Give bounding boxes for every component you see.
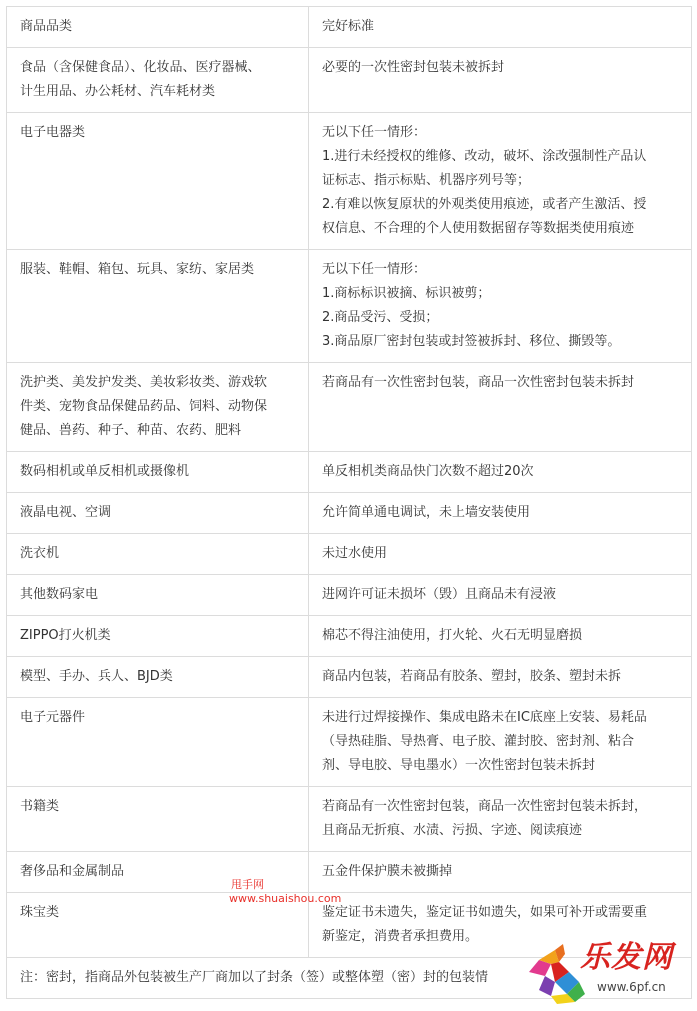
standard-text: 1.进行未经授权的维修、改动，破坏、涂改强制性产品认 bbox=[322, 149, 647, 164]
standard-cell bbox=[309, 852, 692, 893]
standard-text: 若商品有一次性密封包装，商品一次性密封包装未拆封， bbox=[322, 799, 648, 814]
standard-text: 未过水使用 bbox=[322, 546, 388, 561]
standard-text: 进网许可证未损坏（毁）且商品未有浸液 bbox=[322, 587, 557, 602]
watermark-site-name: 甩手网 bbox=[231, 878, 264, 891]
standard-text: 允许简单通电调试，未上墙安装使用 bbox=[322, 505, 531, 520]
category-cell bbox=[7, 616, 309, 657]
standard-cell bbox=[309, 698, 692, 787]
table-row bbox=[7, 534, 692, 575]
category-text: ZIPPO打火机类 bbox=[20, 628, 111, 643]
category-cell bbox=[7, 493, 309, 534]
standard-cell bbox=[309, 787, 692, 852]
standard-cell bbox=[309, 113, 692, 250]
standard-text: 2.商品受污、受损； bbox=[322, 310, 439, 325]
standard-cell bbox=[309, 48, 692, 113]
table-row bbox=[7, 493, 692, 534]
category-text: 书籍类 bbox=[20, 799, 60, 814]
category-text: 电子元器件 bbox=[20, 710, 86, 725]
header-standard: 完好标准 bbox=[309, 7, 692, 48]
category-cell bbox=[7, 363, 309, 452]
category-text: 珠宝类 bbox=[20, 905, 60, 920]
table-row bbox=[7, 48, 692, 113]
standard-cell bbox=[309, 493, 692, 534]
table-row bbox=[7, 250, 692, 363]
table-row bbox=[7, 616, 692, 657]
table-row bbox=[7, 852, 692, 893]
category-cell bbox=[7, 250, 309, 363]
standard-text: 必要的一次性密封包装未被拆封 bbox=[322, 60, 505, 75]
standard-text: 无以下任一情形： bbox=[322, 262, 427, 277]
standard-text: 且商品无折痕、水渍、污损、字迹、阅读痕迹 bbox=[322, 823, 583, 838]
standard-text: 未进行过焊接操作、集成电路未在IC底座上安装、易耗品 bbox=[322, 710, 647, 725]
category-cell bbox=[7, 452, 309, 493]
table-row bbox=[7, 698, 692, 787]
standard-text: 新鉴定，消费者承担费用。 bbox=[322, 929, 479, 944]
category-cell bbox=[7, 113, 309, 250]
table-row bbox=[7, 657, 692, 698]
standard-cell bbox=[309, 250, 692, 363]
standard-cell bbox=[309, 657, 692, 698]
table-row bbox=[7, 113, 692, 250]
category-text: 件类、宠物食品保健品药品、饲料、动物保 bbox=[20, 399, 268, 414]
category-text: 食品（含保健食品）、化妆品、医疗器械、 bbox=[20, 60, 261, 75]
category-cell bbox=[7, 575, 309, 616]
standard-text: 五金件保护膜未被撕掉 bbox=[322, 864, 453, 879]
watermark-site-url: www.shuaishou.com bbox=[229, 892, 342, 905]
standard-text: 商品内包装，若商品有胶条、塑封，胶条、塑封未拆 bbox=[322, 669, 622, 684]
table-row bbox=[7, 452, 692, 493]
header-category: 商品品类 bbox=[7, 7, 309, 48]
standard-text: 3.商品原厂密封包装或封签被拆封、移位、撕毁等。 bbox=[322, 334, 621, 349]
6pf-logo bbox=[525, 940, 695, 1008]
standard-text: （导热硅脂、导热膏、电子胶、灌封胶、密封剂、粘合 bbox=[322, 734, 635, 749]
category-text: 模型、手办、兵人、BJD类 bbox=[20, 669, 173, 684]
category-text: 洗护类、美发护发类、美妆彩妆类、游戏软 bbox=[20, 375, 268, 390]
standard-text: 证标志、指示标贴、机器序列号等； bbox=[322, 173, 531, 188]
footnote: 注：密封，指商品外包装被生产厂商加以了封条（签）或整体塑（密）封的包装情 bbox=[7, 958, 692, 999]
category-text: 洗衣机 bbox=[20, 546, 60, 561]
standards-table-body bbox=[7, 7, 692, 999]
category-text: 其他数码家电 bbox=[20, 587, 99, 602]
category-cell bbox=[7, 657, 309, 698]
shuaishou-watermark bbox=[229, 878, 341, 906]
brand-text: 乐发网 bbox=[580, 940, 673, 975]
standard-cell bbox=[309, 534, 692, 575]
brand-url: www.6pf.cn bbox=[597, 980, 666, 994]
standards-table bbox=[6, 6, 692, 999]
standard-cell bbox=[309, 452, 692, 493]
standard-text: 剂、导电胶、导电墨水）一次性密封包装未拆封 bbox=[322, 758, 596, 773]
standard-cell bbox=[309, 616, 692, 657]
category-text: 电子电器类 bbox=[20, 125, 86, 140]
category-text: 数码相机或单反相机或摄像机 bbox=[20, 464, 190, 479]
standard-text: 鉴定证书未遗失，鉴定证书如遗失，如果可补开或需要重 bbox=[322, 905, 648, 920]
standard-text: 若商品有一次性密封包装，商品一次性密封包装未拆封 bbox=[322, 375, 635, 390]
standard-text: 棉芯不得注油使用，打火轮、火石无明显磨损 bbox=[322, 628, 583, 643]
category-text: 服装、鞋帽、箱包、玩具、家纺、家居类 bbox=[20, 262, 255, 277]
category-cell bbox=[7, 48, 309, 113]
standard-text: 单反相机类商品快门次数不超过20次 bbox=[322, 464, 534, 479]
table-row bbox=[7, 787, 692, 852]
category-cell bbox=[7, 534, 309, 575]
standard-cell bbox=[309, 575, 692, 616]
standard-text: 1.商标标识被摘、标识被剪； bbox=[322, 286, 491, 301]
standard-text: 权信息、不合理的个人使用数据留存等数据类使用痕迹 bbox=[322, 221, 635, 236]
category-text: 液晶电视、空调 bbox=[20, 505, 112, 520]
table-row bbox=[7, 363, 692, 452]
category-text: 计生用品、办公耗材、汽车耗材类 bbox=[20, 84, 216, 99]
table-row bbox=[7, 575, 692, 616]
category-text: 健品、兽药、种子、种苗、农药、肥料 bbox=[20, 423, 242, 438]
table-header-row bbox=[7, 7, 692, 48]
category-cell bbox=[7, 698, 309, 787]
category-text: 奢侈品和金属制品 bbox=[20, 864, 125, 879]
category-cell bbox=[7, 787, 309, 852]
standard-text: 无以下任一情形： bbox=[322, 125, 427, 140]
standard-cell bbox=[309, 363, 692, 452]
standard-text: 2.有难以恢复原状的外观类使用痕迹，或者产生激活、授 bbox=[322, 197, 647, 212]
